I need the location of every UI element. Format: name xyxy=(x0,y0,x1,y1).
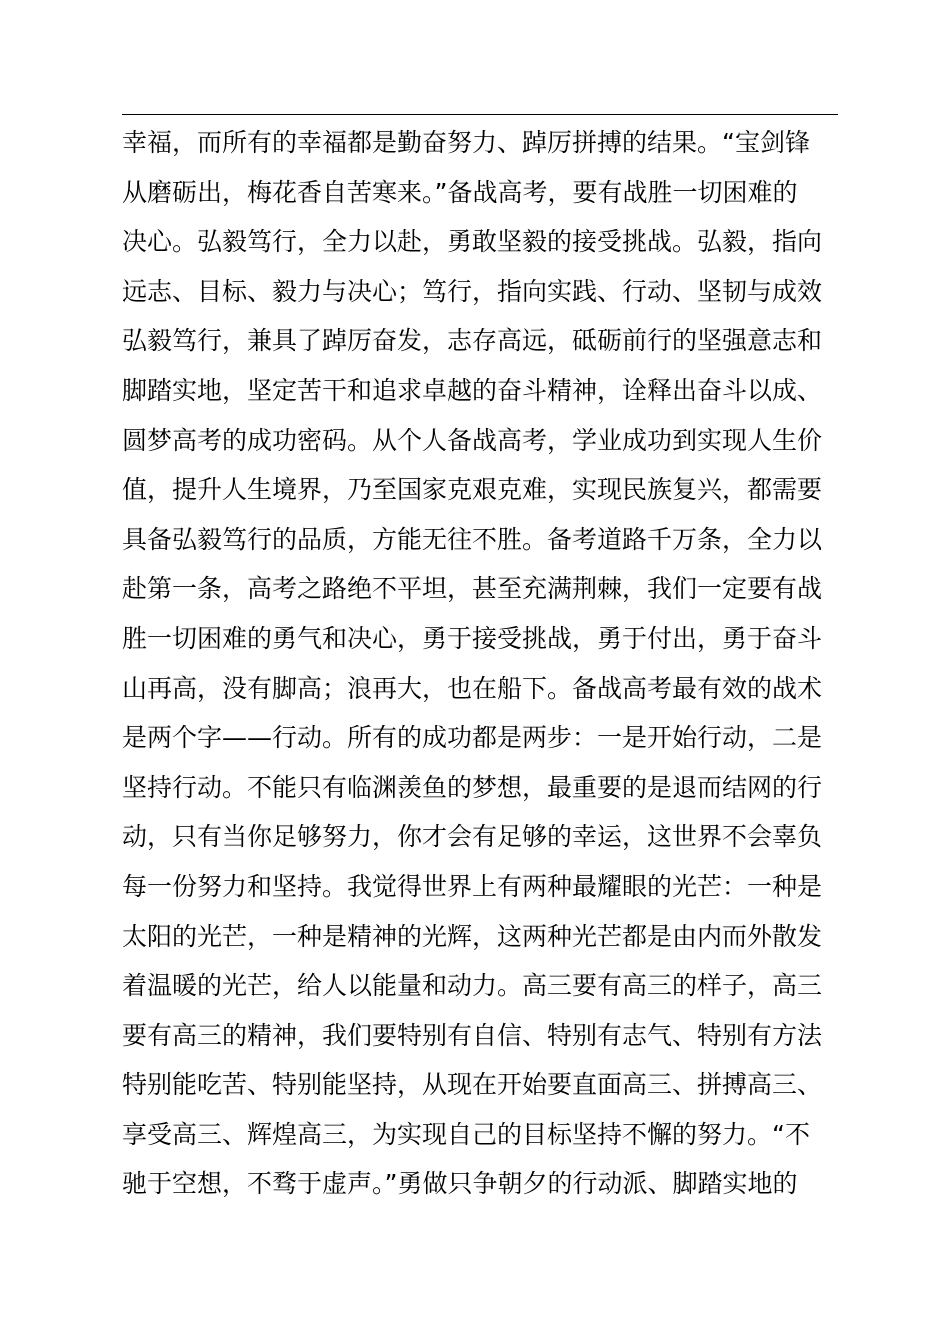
text-line: 每一份努力和坚持。我觉得世界上有两种最耀眼的光芒：一种是 xyxy=(122,871,823,901)
text-line: 赴第一条，高考之路绝不平坦，甚至充满荆棘，我们一定要有战 xyxy=(122,574,823,604)
text-line: 值，提升人生境界，乃至国家克艰克难，实现民族复兴，都需要 xyxy=(122,475,823,505)
text-line: 是两个字——行动。所有的成功都是两步：一是开始行动，二是 xyxy=(122,723,823,753)
text-line: 要有高三的精神，我们要特别有自信、特别有志气、特别有方法 xyxy=(122,1020,823,1050)
text-line: 圆梦高考的成功密码。从个人备战高考，学业成功到实现人生价 xyxy=(122,425,823,455)
text-line: 太阳的光芒，一种是精神的光辉，这两种光芒都是由内而外散发 xyxy=(122,921,823,951)
header-rule xyxy=(122,114,838,115)
text-line: 具备弘毅笃行的品质，方能无往不胜。备考道路千万条，全力以 xyxy=(122,524,823,554)
text-line: 从磨砺出，梅花香自苦寒来。”备战高考，要有战胜一切困难的 xyxy=(122,177,798,207)
text-line: 脚踏实地，坚定苦干和追求卓越的奋斗精神，诠释出奋斗以成、 xyxy=(122,375,823,405)
text-line: 驰于空想，不骛于虚声。”勇做只争朝夕的行动派、脚踏实地的 xyxy=(122,1169,798,1199)
text-line: 幸福，而所有的幸福都是勤奋努力、踔厉拼搏的结果。“宝剑锋 xyxy=(122,128,810,157)
text-line: 决心。弘毅笃行，全力以赴，勇敢坚毅的接受挑战。弘毅，指向 xyxy=(122,227,823,257)
text-line: 弘毅笃行，兼具了踔厉奋发，志存高远，砥砺前行的坚强意志和 xyxy=(122,326,823,356)
text-line: 坚持行动。不能只有临渊羡鱼的梦想，最重要的是退而结网的行 xyxy=(122,772,823,802)
text-line: 动，只有当你足够努力，你才会有足够的幸运，这世界不会辜负 xyxy=(122,822,823,852)
body-text xyxy=(122,118,852,1209)
text-line: 特别能吃苦、特别能坚持，从现在开始要直面高三、拼搏高三、 xyxy=(122,1070,823,1100)
text-line: 着温暖的光芒，给人以能量和动力。高三要有高三的样子，高三 xyxy=(122,971,823,1001)
text-line: 远志、目标、毅力与决心；笃行，指向实践、行动、坚韧与成效 xyxy=(122,276,823,306)
text-line: 享受高三、辉煌高三，为实现自己的目标坚持不懈的努力。“不 xyxy=(122,1119,810,1149)
text-line: 胜一切困难的勇气和决心，勇于接受挑战，勇于付出，勇于奋斗 xyxy=(122,623,823,653)
text-line: 山再高，没有脚高；浪再大，也在船下。备战高考最有效的战术 xyxy=(122,673,823,703)
